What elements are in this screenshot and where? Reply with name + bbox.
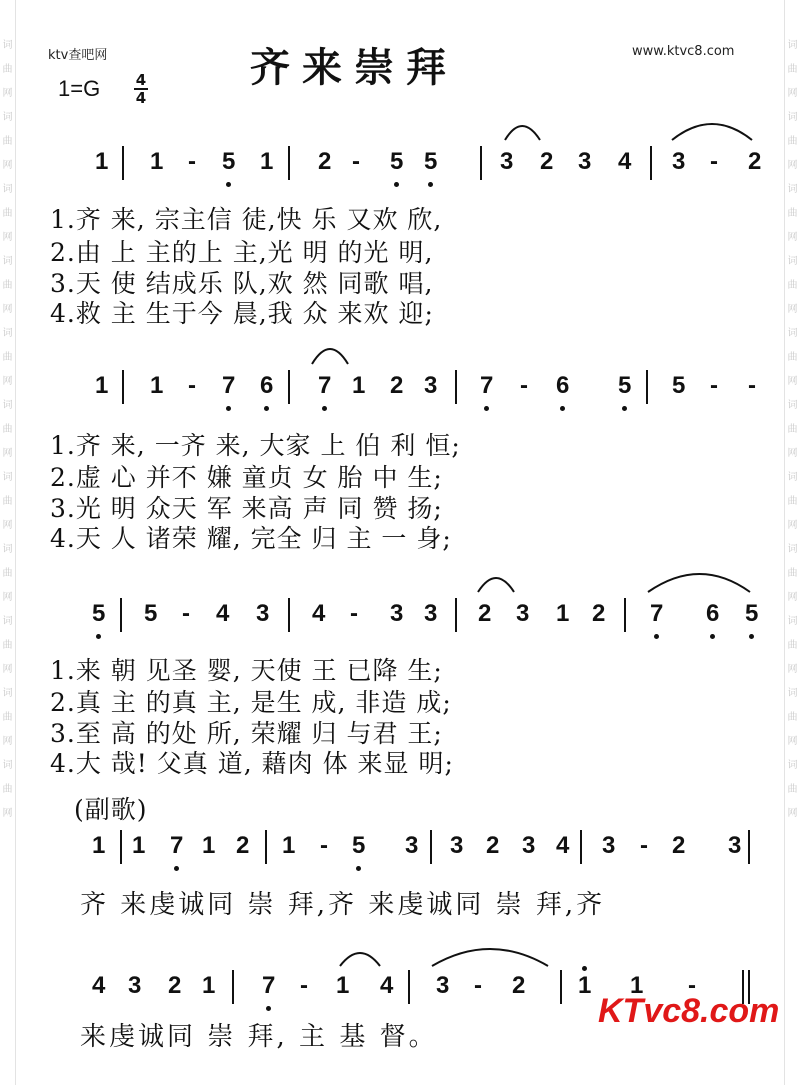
slur xyxy=(648,574,750,592)
sustain-dash: - xyxy=(188,148,196,175)
note: 7 xyxy=(170,832,184,859)
bar-line xyxy=(624,598,626,632)
note: 1 xyxy=(336,972,350,999)
side-watermark-glyph: 词 xyxy=(787,616,798,627)
note: 6 xyxy=(260,372,274,399)
note: 3 xyxy=(516,600,530,627)
slur xyxy=(505,126,540,140)
side-watermark-glyph: 网 xyxy=(787,592,798,603)
note: 6 xyxy=(706,600,720,627)
side-watermark-glyph: 网 xyxy=(2,736,13,747)
note: 1 xyxy=(150,372,164,399)
bar-line xyxy=(650,146,652,180)
note: 2 xyxy=(540,148,554,175)
note: 4 xyxy=(312,600,326,627)
side-watermark-glyph: 网 xyxy=(787,160,798,171)
side-watermark-glyph: 曲 xyxy=(2,208,13,219)
note: 2 xyxy=(592,600,606,627)
note: 5 xyxy=(618,372,632,399)
side-watermark-glyph: 曲 xyxy=(787,352,798,363)
time-signature-top: 4 xyxy=(135,71,147,89)
side-watermark-glyph: 词 xyxy=(787,760,798,771)
note: 5 xyxy=(352,832,366,859)
note: 5 xyxy=(222,148,236,175)
bar-line xyxy=(646,370,648,404)
bar-line xyxy=(232,970,234,1004)
side-watermark-glyph: 网 xyxy=(787,736,798,747)
note: 3 xyxy=(128,972,142,999)
verse-line: 1.来 朝 见圣 婴, 天使 王 已降 生; xyxy=(50,656,443,685)
note: 3 xyxy=(500,148,514,175)
sustain-dash: - xyxy=(300,972,308,999)
bar-line xyxy=(455,598,457,632)
side-watermark-glyph: 词 xyxy=(2,544,13,555)
side-watermark-glyph: 曲 xyxy=(2,712,13,723)
side-watermark-glyph: 词 xyxy=(787,688,798,699)
note: 2 xyxy=(478,600,492,627)
note: 7 xyxy=(650,600,664,627)
lower-octave-dot xyxy=(484,406,489,411)
side-watermark-glyph: 曲 xyxy=(2,568,13,579)
lower-octave-dot xyxy=(322,406,327,411)
bar-line xyxy=(480,146,482,180)
side-watermark-glyph: 曲 xyxy=(787,496,798,507)
note: 3 xyxy=(728,832,742,859)
note: 7 xyxy=(222,372,236,399)
bar-line xyxy=(265,830,267,864)
bar-line xyxy=(288,146,290,180)
verse-line: 2.虚 心 并不 嫌 童贞 女 胎 中 生; xyxy=(50,463,443,492)
bar-line xyxy=(455,370,457,404)
bar-line xyxy=(122,370,124,404)
slur xyxy=(432,949,548,966)
lower-octave-dot xyxy=(356,866,361,871)
side-watermark-glyph: 网 xyxy=(2,520,13,531)
verse-line: 1.齐 来, 一齐 来, 大家 上 伯 利 恒; xyxy=(50,431,461,460)
note: 3 xyxy=(390,600,404,627)
time-signature-bottom: 4 xyxy=(135,89,147,107)
side-watermark-glyph: 曲 xyxy=(2,640,13,651)
side-watermark-glyph: 网 xyxy=(787,664,798,675)
note: 3 xyxy=(522,832,536,859)
side-watermark-glyph: 曲 xyxy=(787,568,798,579)
lower-octave-dot xyxy=(96,634,101,639)
note: 1 xyxy=(95,148,109,175)
note: 1 xyxy=(92,832,106,859)
verse-line: 1.齐 来, 宗主信 徒,快 乐 又欢 欣, xyxy=(50,205,443,234)
note: 1 xyxy=(132,832,146,859)
note: 4 xyxy=(380,972,394,999)
note: 1 xyxy=(260,148,274,175)
sustain-dash: - xyxy=(352,148,360,175)
sustain-dash: - xyxy=(350,600,358,627)
site-watermark: KTvc8.com xyxy=(598,992,780,1030)
sustain-dash: - xyxy=(520,372,528,399)
chorus-label: (副歌) xyxy=(74,795,148,824)
note: 3 xyxy=(602,832,616,859)
bar-line xyxy=(120,598,122,632)
verse-line: 4.天 人 诸荣 耀, 完全 归 主 一 身; xyxy=(50,524,452,553)
side-watermark-glyph: 网 xyxy=(2,160,13,171)
side-watermark-glyph: 网 xyxy=(787,448,798,459)
side-watermark-glyph: 网 xyxy=(2,88,13,99)
side-watermark-glyph: 词 xyxy=(2,760,13,771)
bar-line xyxy=(288,370,290,404)
side-watermark-glyph: 曲 xyxy=(2,136,13,147)
side-watermark-glyph: 曲 xyxy=(2,64,13,75)
side-watermark-glyph: 网 xyxy=(787,304,798,315)
note: 2 xyxy=(748,148,762,175)
side-watermark-glyph: 曲 xyxy=(787,712,798,723)
note: 2 xyxy=(672,832,686,859)
side-watermark-glyph: 词 xyxy=(2,40,13,51)
bar-line xyxy=(580,830,582,864)
side-watermark-glyph: 词 xyxy=(2,400,13,411)
note: 2 xyxy=(318,148,332,175)
note: 4 xyxy=(618,148,632,175)
side-watermark-glyph: 网 xyxy=(787,808,798,819)
verse-line: 3.天 使 结成乐 队,欢 然 同歌 唱, xyxy=(50,269,434,298)
slur xyxy=(672,124,752,140)
side-watermark-glyph: 词 xyxy=(2,472,13,483)
note: 1 xyxy=(630,972,644,999)
side-watermark-glyph: 词 xyxy=(787,544,798,555)
note: 3 xyxy=(405,832,419,859)
side-watermark-glyph: 词 xyxy=(787,184,798,195)
lower-octave-dot xyxy=(428,182,433,187)
side-watermark-glyph: 词 xyxy=(2,688,13,699)
sustain-dash: - xyxy=(688,972,696,999)
bar-line xyxy=(408,970,410,1004)
verse-line: 4.救 主 生于今 晨,我 众 来欢 迎; xyxy=(50,299,434,328)
side-watermark-glyph: 曲 xyxy=(787,208,798,219)
slur xyxy=(478,578,514,592)
note: 2 xyxy=(486,832,500,859)
note: 2 xyxy=(512,972,526,999)
side-watermark-glyph: 网 xyxy=(787,376,798,387)
side-watermark-glyph: 词 xyxy=(787,472,798,483)
side-watermark-glyph: 曲 xyxy=(2,280,13,291)
side-watermark-glyph: 网 xyxy=(2,448,13,459)
verse-line: 2.由 上 主的上 主,光 明 的光 明, xyxy=(50,238,434,267)
note: 3 xyxy=(424,372,438,399)
side-watermark-glyph: 网 xyxy=(2,232,13,243)
lower-octave-dot xyxy=(749,634,754,639)
bar-line xyxy=(748,830,750,864)
side-watermark-glyph: 词 xyxy=(787,328,798,339)
side-watermark-glyph: 网 xyxy=(2,592,13,603)
side-watermark-glyph: 网 xyxy=(787,88,798,99)
side-watermark-glyph: 网 xyxy=(2,376,13,387)
side-watermark-glyph: 曲 xyxy=(787,280,798,291)
side-watermark-glyph: 词 xyxy=(2,112,13,123)
note: 1 xyxy=(282,832,296,859)
sustain-dash: - xyxy=(188,372,196,399)
lower-octave-dot xyxy=(622,406,627,411)
note: 1 xyxy=(150,148,164,175)
slur xyxy=(312,349,348,364)
side-watermark-glyph: 曲 xyxy=(787,64,798,75)
side-watermark-glyph: 网 xyxy=(2,664,13,675)
bar-line xyxy=(288,598,290,632)
note: 1 xyxy=(202,832,216,859)
side-watermark-glyph: 网 xyxy=(2,808,13,819)
side-watermark-glyph: 曲 xyxy=(2,352,13,363)
side-watermark-glyph: 词 xyxy=(787,40,798,51)
note: 2 xyxy=(236,832,250,859)
side-watermark-glyph: 曲 xyxy=(787,640,798,651)
note: 7 xyxy=(480,372,494,399)
chorus-lyric: 来虔诚同 崇 拜, 主 基 督。 xyxy=(80,1022,438,1052)
side-watermark-glyph: 网 xyxy=(2,304,13,315)
lower-octave-dot xyxy=(560,406,565,411)
note: 1 xyxy=(352,372,366,399)
note: 3 xyxy=(424,600,438,627)
verse-line: 2.真 主 的真 主, 是生 成, 非造 成; xyxy=(50,688,452,717)
sustain-dash: - xyxy=(710,372,718,399)
note: 5 xyxy=(424,148,438,175)
note: 6 xyxy=(556,372,570,399)
note: 4 xyxy=(92,972,106,999)
side-watermark-glyph: 词 xyxy=(2,256,13,267)
note: 3 xyxy=(436,972,450,999)
sustain-dash: - xyxy=(474,972,482,999)
note: 3 xyxy=(672,148,686,175)
sustain-dash: - xyxy=(182,600,190,627)
bar-line xyxy=(120,830,122,864)
site-label: ktv查吧网 xyxy=(48,48,108,63)
note: 1 xyxy=(556,600,570,627)
note: 7 xyxy=(318,372,332,399)
song-title: 齐来崇拜 xyxy=(250,45,458,91)
key-signature: 1=G xyxy=(58,76,101,101)
lower-octave-dot xyxy=(394,182,399,187)
side-watermark-glyph: 曲 xyxy=(787,424,798,435)
side-watermark-glyph: 网 xyxy=(787,232,798,243)
side-watermark-glyph: 词 xyxy=(2,328,13,339)
note: 7 xyxy=(262,972,276,999)
note: 4 xyxy=(556,832,570,859)
bar-line xyxy=(430,830,432,864)
slur xyxy=(340,953,380,966)
site-url: www.ktvc8.com xyxy=(632,44,735,59)
sustain-dash: - xyxy=(320,832,328,859)
lower-octave-dot xyxy=(654,634,659,639)
bar-line xyxy=(122,146,124,180)
note: 3 xyxy=(578,148,592,175)
bar-line xyxy=(560,970,562,1004)
side-watermark-glyph: 词 xyxy=(787,400,798,411)
note: 3 xyxy=(450,832,464,859)
note: 1 xyxy=(202,972,216,999)
note: 1 xyxy=(578,972,592,999)
note: 3 xyxy=(256,600,270,627)
lower-octave-dot xyxy=(710,634,715,639)
note: 5 xyxy=(92,600,106,627)
verse-line: 4.大 哉! 父真 道, 藉肉 体 来显 明; xyxy=(50,749,454,778)
side-watermark-glyph: 曲 xyxy=(2,424,13,435)
side-watermark-glyph: 词 xyxy=(2,616,13,627)
side-watermark-glyph: 曲 xyxy=(787,136,798,147)
lower-octave-dot xyxy=(266,1006,271,1011)
side-watermark-glyph: 曲 xyxy=(787,784,798,795)
lower-octave-dot xyxy=(174,866,179,871)
note: 2 xyxy=(390,372,404,399)
chorus-lyric: 齐 来虔诚同 崇 拜,齐 来虔诚同 崇 拜,齐 xyxy=(80,890,606,920)
sustain-dash: - xyxy=(640,832,648,859)
note: 1 xyxy=(95,372,109,399)
side-watermark-glyph: 网 xyxy=(787,520,798,531)
verse-line: 3.光 明 众天 军 来高 声 同 赞 扬; xyxy=(50,494,443,523)
side-watermark-glyph: 曲 xyxy=(2,496,13,507)
note: 4 xyxy=(216,600,230,627)
note: 2 xyxy=(168,972,182,999)
side-watermark-glyph: 词 xyxy=(2,184,13,195)
side-watermark-glyph: 词 xyxy=(787,112,798,123)
side-watermark-glyph: 词 xyxy=(787,256,798,267)
sustain-dash: - xyxy=(748,372,756,399)
sustain-dash: - xyxy=(710,148,718,175)
note: 5 xyxy=(672,372,686,399)
note: 5 xyxy=(144,600,158,627)
side-watermark-glyph: 曲 xyxy=(2,784,13,795)
note: 5 xyxy=(745,600,759,627)
upper-octave-dot xyxy=(582,966,587,971)
lower-octave-dot xyxy=(226,182,231,187)
note: 5 xyxy=(390,148,404,175)
verse-line: 3.至 高 的处 所, 荣耀 归 与君 王; xyxy=(50,719,443,748)
lower-octave-dot xyxy=(264,406,269,411)
lower-octave-dot xyxy=(226,406,231,411)
